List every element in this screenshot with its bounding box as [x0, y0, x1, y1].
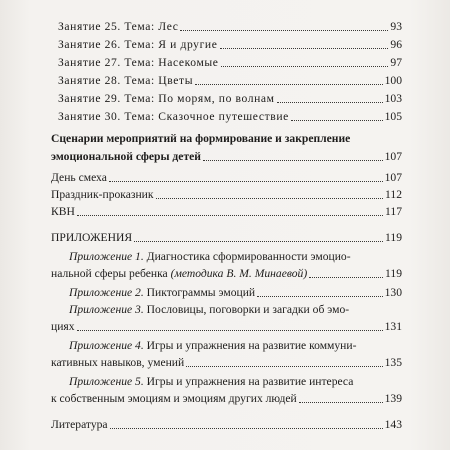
toc-page-number: 131	[384, 320, 402, 333]
leader-dots	[77, 215, 383, 216]
toc-page-number: 107	[384, 171, 402, 184]
appendix-1-line1: Приложение 1. Диагностика сформированности эмоцио-	[69, 250, 351, 263]
toc-entry-appendix-4[interactable]	[51, 356, 402, 370]
toc-entry-title: кативных навыков, умений	[51, 356, 185, 369]
toc-page-number: 103	[384, 92, 402, 105]
leader-dots	[257, 296, 383, 297]
leader-dots	[110, 428, 383, 429]
leader-dots	[77, 330, 383, 331]
toc-page-number: 105	[384, 110, 402, 123]
toc-entry-appendix-1[interactable]	[51, 267, 402, 281]
toc-page-number: 135	[384, 356, 402, 369]
leader-dots	[134, 241, 383, 242]
toc-entry-title: Занятие 30. Тема: Сказочное путешествие	[58, 110, 289, 123]
toc-entry-title: циях	[51, 320, 75, 333]
toc-entry-scenario-2[interactable]	[51, 188, 402, 202]
toc-entry-scenario-3[interactable]	[51, 205, 402, 219]
toc-entry-title: Занятие 26. Тема: Я и другие	[58, 38, 218, 51]
toc-entry-lesson-30[interactable]	[58, 110, 402, 124]
toc-entry-lesson-25[interactable]	[58, 20, 402, 34]
leader-dots	[180, 30, 388, 31]
toc-page-number: 97	[390, 56, 402, 69]
toc-entry-title: эмоциональной сферы детей	[51, 150, 201, 163]
toc-page-number: 100	[384, 74, 402, 87]
toc-entry-title: Занятие 28. Тема: Цветы	[58, 74, 194, 87]
appendix-4-line1: Приложение 4. Игры и упражнения на развитие коммуни-	[69, 339, 357, 352]
leader-dots	[221, 66, 389, 67]
toc-entry-title: День смеха	[51, 171, 107, 184]
toc-entry-title: к собственным эмоциям и эмоциям других людей	[51, 392, 297, 405]
toc-page-number: 96	[390, 38, 402, 51]
toc-entry-lesson-28[interactable]	[58, 74, 402, 88]
leader-dots	[109, 181, 383, 182]
appendix-3-line1: Приложение 3. Пословицы, поговорки и загадки об эмо-	[69, 303, 350, 316]
leader-dots	[309, 277, 383, 278]
toc-page-number: 143	[384, 418, 402, 431]
leader-dots	[291, 120, 383, 121]
toc-entry-appendix-5[interactable]	[51, 392, 402, 406]
toc-entry-title: Занятие 29. Тема: По морям, по волнам	[58, 92, 275, 105]
toc-entry-title: Приложение 2. Пиктограммы эмоций	[69, 286, 256, 299]
leader-dots	[220, 48, 389, 49]
toc-page-number: 93	[390, 20, 402, 33]
toc-page-number: 107	[384, 150, 402, 163]
toc-entry-title: ПРИЛОЖЕНИЯ	[51, 231, 133, 244]
toc-entry-title: Праздник-проказник	[51, 188, 154, 201]
toc-page-number: 119	[385, 231, 402, 244]
toc-page-number: 112	[385, 188, 402, 201]
toc-page-number: 119	[385, 267, 402, 280]
toc-entry-lesson-26[interactable]	[58, 38, 402, 52]
toc-entry-title: нальной сферы ребенка (методика В. М. Минаевой)	[51, 267, 308, 280]
toc-entry-literature[interactable]	[51, 418, 402, 432]
toc-entry-appendix-2[interactable]	[69, 286, 402, 300]
leader-dots	[203, 160, 383, 161]
leader-dots	[277, 102, 383, 103]
section-heading-scenarios: Сценарии мероприятий на формирование и закрепление	[51, 132, 351, 145]
toc-entry-scenario-1[interactable]	[51, 171, 402, 185]
toc-entry-lesson-29[interactable]	[58, 92, 402, 106]
leader-dots	[186, 366, 382, 367]
toc-entry-scenarios[interactable]	[51, 150, 402, 164]
toc-entry-title: Литература	[51, 418, 108, 431]
toc-page-number: 117	[385, 205, 402, 218]
toc-page-number: 130	[384, 286, 402, 299]
toc-entry-title: КВН	[51, 205, 75, 218]
toc-entry-appendices[interactable]	[51, 231, 402, 245]
toc-entry-appendix-3[interactable]	[51, 320, 402, 334]
toc-entry-lesson-27[interactable]	[58, 56, 402, 70]
leader-dots	[299, 402, 383, 403]
leader-dots	[156, 198, 384, 199]
toc-entry-title: Занятие 25. Тема: Лес	[58, 20, 179, 33]
appendix-5-line1: Приложение 5. Игры и упражнения на развитие интереса	[69, 375, 354, 388]
toc-page-number: 139	[384, 392, 402, 405]
toc-entry-title: Занятие 27. Тема: Насекомые	[58, 56, 219, 69]
leader-dots	[195, 84, 383, 85]
